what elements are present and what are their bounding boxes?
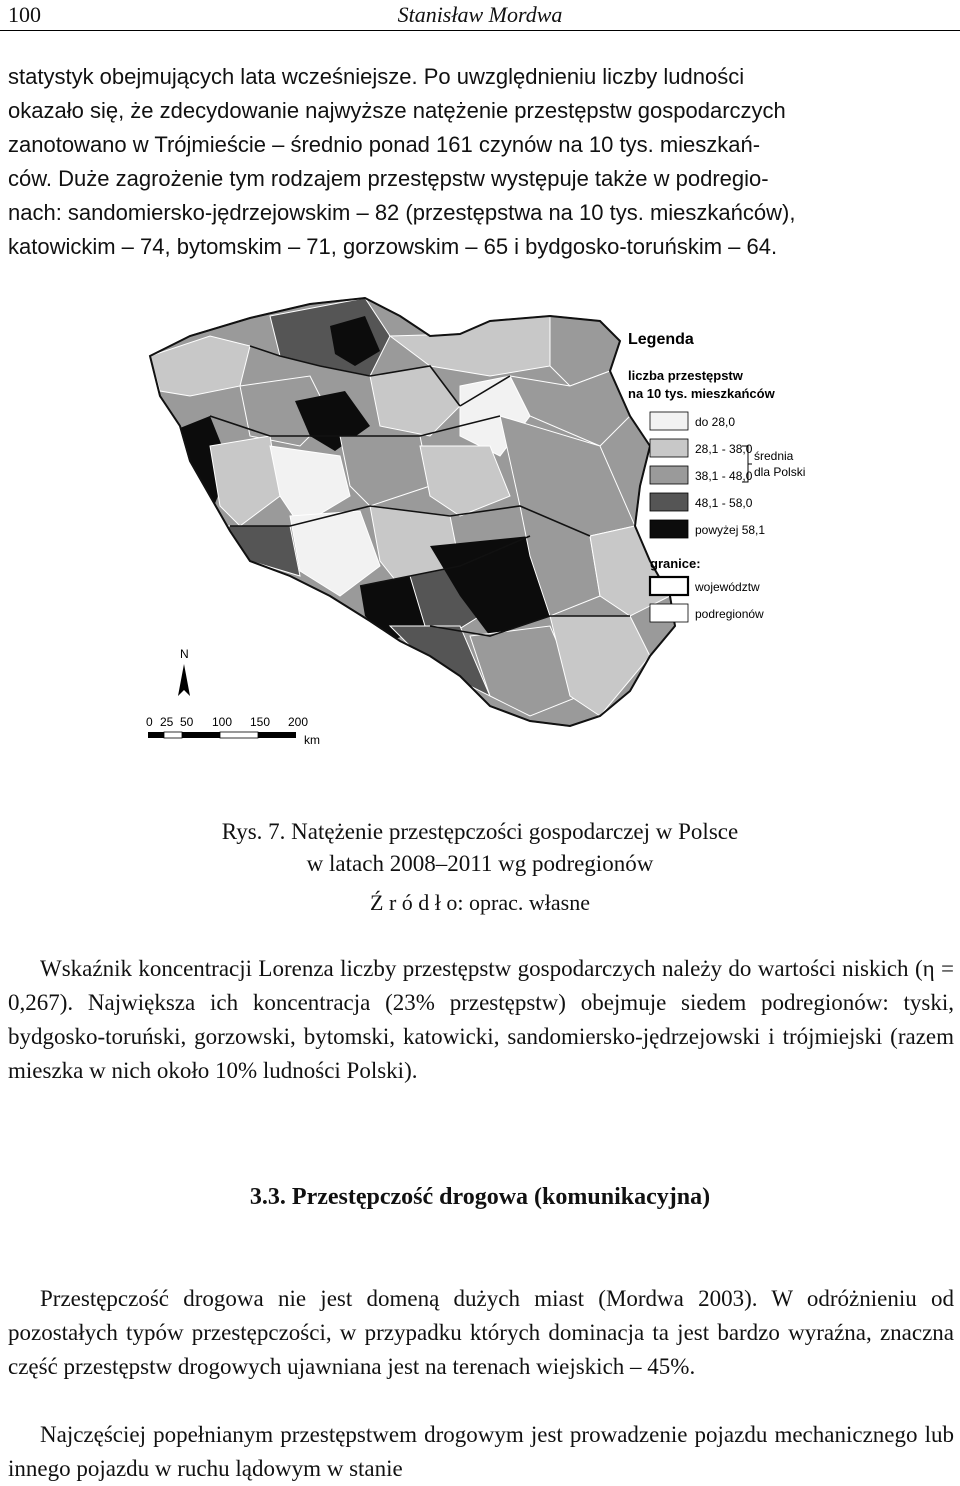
legend-title: Legenda xyxy=(628,331,694,348)
legend-class xyxy=(650,439,753,457)
scale-tick-label: 25 xyxy=(160,715,174,729)
legend-class xyxy=(650,412,735,430)
paragraph-text: Najczęściej popełnianym przestępstwem drogowym jest prowadzenie pojazdu mechanicznego lub innego pojazdu w ruchu lądowym w stanie xyxy=(8,1422,954,1481)
subregion xyxy=(150,336,250,396)
legend-label: 28,1 - 38,0 xyxy=(695,442,753,456)
poland-map xyxy=(130,296,850,766)
border-swatch-subregion xyxy=(650,604,688,622)
legend-label: do 28,0 xyxy=(695,415,736,429)
legend-label: powyżej 58,1 xyxy=(695,523,766,537)
map-legend xyxy=(628,331,805,622)
average-note: średnia xyxy=(754,449,794,463)
average-note: dla Polski xyxy=(754,465,806,479)
text-line: nach: sandomiersko-jędrzejowskim – 82 (przestępstwa na 10 tys. mieszkańców), xyxy=(8,200,796,225)
legend-subtitle: liczba przestępstw xyxy=(628,368,743,383)
borders-title: granice: xyxy=(650,556,701,571)
north-arrow-icon xyxy=(178,647,190,696)
source-text: oprac. własne xyxy=(469,890,590,915)
legend-swatch xyxy=(650,520,688,538)
paragraph-lorenz xyxy=(8,952,954,1088)
legend-subtitle: na 10 tys. mieszkańców xyxy=(628,386,775,401)
legend-label: 38,1 - 48,0 xyxy=(695,469,753,483)
running-head: Stanisław Mordwa xyxy=(397,2,563,27)
border-label: województw xyxy=(695,580,760,594)
text-line: katowickim – 74, bytomskim – 71, gorzowskim – 65 i bydgosko-toruńskim – 64. xyxy=(8,234,778,259)
scale-tick-label: 100 xyxy=(212,715,233,729)
subregion xyxy=(225,526,300,576)
legend-swatch xyxy=(650,493,688,511)
text-line: zanotowano w Trójmieście – średnio ponad 161 czynów na 10 tys. mieszkań- xyxy=(8,132,761,157)
caption-line: w latach 2008–2011 wg podregionów xyxy=(306,851,654,876)
legend-class xyxy=(650,466,753,484)
paragraph-text: Wskaźnik koncentracji Lorenza liczby przestępstw gospodarczych należy do wartości niskich (η = 0,267). Największa ich koncentracja (23% przestępstw) obejmuje siedem podregionów: tyski, bydgosko-toruński, gorzowski, bytomski, katowicki, sandomiersko-jędrzejowski i trójmiejski (razem mieszka w nich około 10% ludności Polski). xyxy=(8,956,954,1083)
paragraph-intro xyxy=(8,60,954,264)
north-label: N xyxy=(180,647,189,661)
caption-line: Rys. 7. Natężenie przestępczości gospodarczej w Polsce xyxy=(221,819,739,844)
legend-label: 48,1 - 58,0 xyxy=(695,496,753,510)
figure-source xyxy=(0,890,960,916)
text-line: okazało się, że zdecydowanie najwyższe natężenie przestępstw gospodarczych xyxy=(8,98,786,123)
legend-swatch xyxy=(650,466,688,484)
scale-bar xyxy=(146,715,320,747)
scale-tick-label: 150 xyxy=(250,715,271,729)
page-number: 100 xyxy=(8,2,41,27)
scale-tick-label: 50 xyxy=(180,715,194,729)
choropleth-map-figure xyxy=(130,296,850,766)
scale-tick-label: 0 xyxy=(146,715,153,729)
paragraph-traffic-crime xyxy=(8,1282,954,1384)
scale-unit: km xyxy=(304,733,320,747)
source-label: Ź r ó d ł o: xyxy=(370,890,464,915)
scale-tick-label: 200 xyxy=(288,715,309,729)
legend-swatch xyxy=(650,412,688,430)
section-heading: 3.3. Przestępczość drogowa (komunikacyjna) xyxy=(249,1184,711,1210)
text-line: ców. Duże zagrożenie tym rodzajem przestępstw występuje także w podregio- xyxy=(8,166,769,191)
border-swatch-voivodeship xyxy=(650,577,688,595)
page-header xyxy=(0,0,960,31)
border-label: podregionów xyxy=(695,607,764,621)
legend-class xyxy=(650,520,765,538)
figure-caption xyxy=(0,816,960,880)
text-line: statystyk obejmujących lata wcześniejsze. Po uwzględnieniu liczby ludności xyxy=(8,64,745,89)
paragraph-text: Przestępczość drogowa nie jest domeną dużych miast (Mordwa 2003). W odróżnieniu od pozostałych typów przestępczości, w przypadku których dominacja ta jest bardzo wyraźna, znaczna część przestępstw drogowych ujawniana jest na terenach wiejskich – 45%. xyxy=(8,1286,954,1379)
paragraph-most-common xyxy=(8,1418,954,1486)
legend-class xyxy=(650,493,753,511)
legend-swatch xyxy=(650,439,688,457)
